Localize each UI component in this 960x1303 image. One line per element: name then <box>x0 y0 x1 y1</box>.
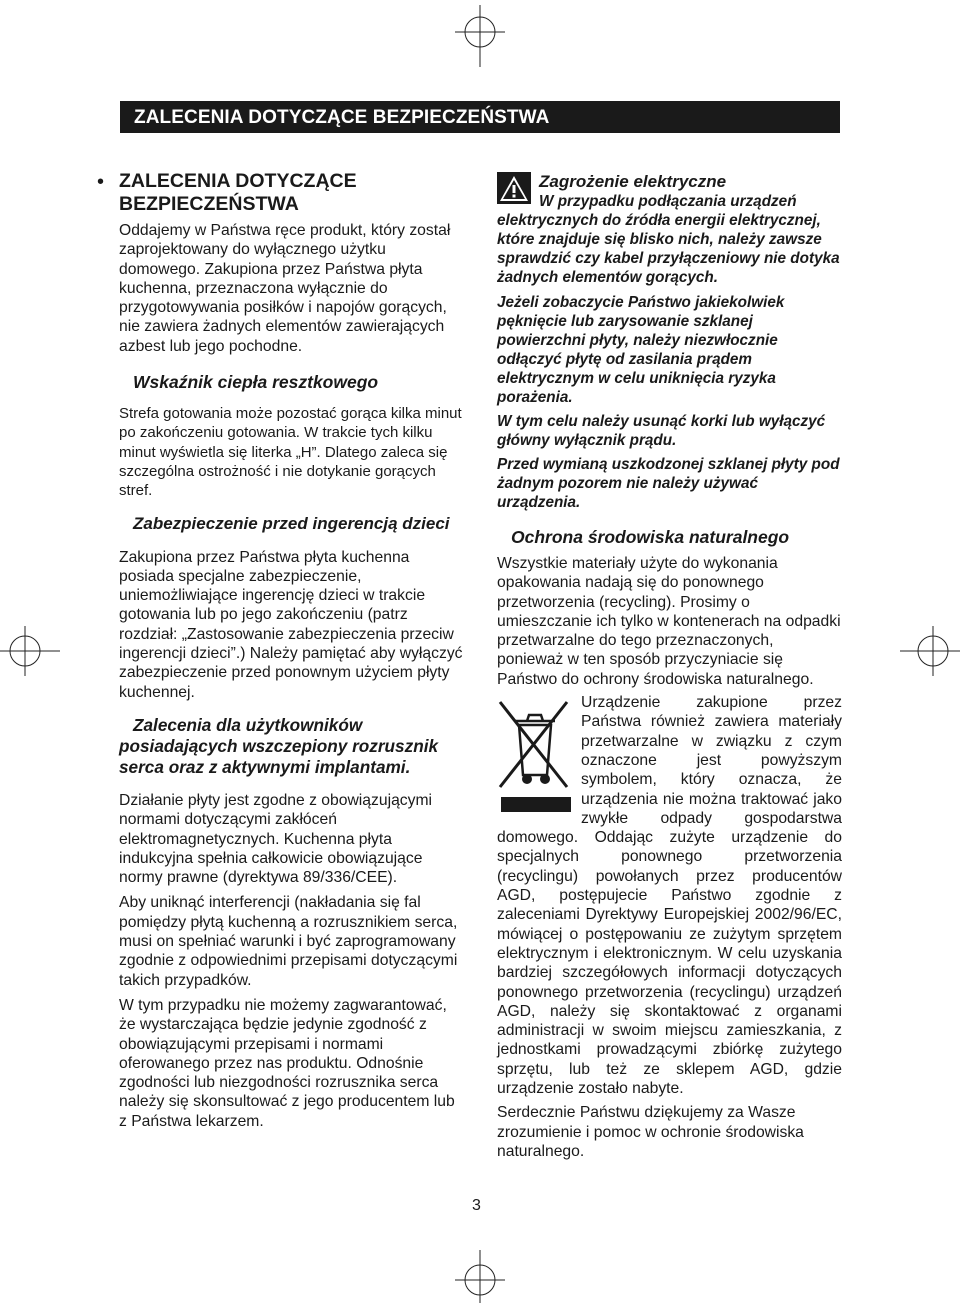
registration-mark-bottom <box>455 1250 505 1303</box>
right-column <box>497 170 842 1161</box>
environment-paragraph-2: Urządzenie zakupione przez Państwa również zawiera materiały przetwarzalne w związku z czym oznaczone jest powyższym symbolem, który oznacza, że urządzenia nie można traktować jako zwykłe odpady gospodarstwa domowego. Oddając zużyte urządzenie do specjalnych ponownego przetworzenia (recyclingu) powołanych przez producentów AGD, postępujecie Państwo zgodnie z zaleceniami Dyrektywy Europejskiej 2002/96/EC, mówiącej o postępowaniu ze zużytym sprzętem elektrycznym i elektronicznym. W celu uzyskania bardziej szczegółowych informacji dotyczących ponownego przetworzenia (recyclingu) urządzeń AGD, należy się skontaktować z organami administracji w swoim miejscu zamieszkania, z jednostkami prowadzącymi zbiórkę zużytego sprzętu, lub też ze sklepem AGD, gdzie urządzenie zostało nabyte. <box>497 694 842 1098</box>
registration-mark-right <box>900 626 960 676</box>
section-header-bar <box>120 101 840 133</box>
environment-recycling-block <box>497 693 842 1098</box>
left-column <box>97 170 464 1131</box>
child-lock-paragraph: Zakupiona przez Państwa płyta kuchenna posiada specjalne zabezpieczenie, uniemożliwiające ingerencję dzieci w trakcie gotowania lub po jego zakończeniu (patrz rozdział: „Zastosowanie zabezpieczenia przeciw ingerencji dzieci”.) Należy pamiętać aby wyłączyć zabezpieczenie przed ponownym użyciem płyty kuchennej. <box>119 548 463 701</box>
pacemaker-heading: Zalecenia dla użytkowników posiadających wszczepiony rozrusznik serca oraz z aktywnymi implantami. <box>119 714 439 777</box>
bullet-icon: • <box>97 171 105 193</box>
environment-heading: Ochrona środowiska naturalnego <box>511 527 790 547</box>
intro-paragraph: Oddajemy w Państwa ręce produkt, który został zaprojektowany do wyłącznego użytku domowego. Zakupiona przez Państwa płyta kuchenna, przeznaczona wyłącznie do przygotowywania posiłków i napojów gorących, nie zawiera żadnych elementów zawierających azbest lub jego pochodne. <box>119 222 451 355</box>
electric-hazard-block <box>497 170 842 287</box>
electric-hazard-paragraph-4: Przed wymianą uszkodzonej szklanej płyty pod żadnym pozorem nie należy używać urządzenia. <box>497 456 840 511</box>
registration-mark-top <box>455 5 505 67</box>
warning-triangle-icon <box>497 172 531 204</box>
pacemaker-paragraph-1: Działanie płyty jest zgodne z obowiązującymi normami dotyczącymi zakłóceń elektromagnetycznych. Kuchenna płyta indukcyjna spełnia całkowicie obowiązujące normy prawne (dyrektywa 89/336/CEE). <box>119 791 433 887</box>
heat-indicator-heading: Wskaźnik ciepła resztkowego <box>133 372 379 393</box>
electric-hazard-paragraph-3: W tym celu należy usunąć korki lub wyłączyć główny wyłącznik prądu. <box>497 413 826 449</box>
environment-paragraph-1: Wszystkie materiały użyte do wykonania opakowania nadają się do ponownego przetworzenia (recycling). Prosimy o umieszczanie ich tylko w kontenerach na odpadki przetwarzalne do tego przeznaczonych, ponieważ w ten sposób przyczyniacie się Państwo do ochrony środowiska naturalnego. <box>497 555 841 688</box>
heat-indicator-paragraph: Strefa gotowania może pozostać gorąca kilka minut po zakończeniu gotowania. W trakcie tych kilku minut wyświetla się literka „H”. Dlatego zaleca się szczególna ostrożność i nie dotykanie gorących stref. <box>119 405 462 500</box>
electric-hazard-paragraph-1: W przypadku podłączania urządzeń elektrycznych do źródła energii elektrycznej, które znajduje się blisko nich, należy zawsze sprawdzić czy kabel przyłączeniowy nie dotyka żadnych elementów gorących. <box>497 193 840 286</box>
page-number: 3 <box>472 1197 481 1214</box>
crossed-out-wheelie-bin-icon <box>497 697 573 817</box>
electric-hazard-paragraph-2: Jeżeli zobaczycie Państwo jakiekolwiek pęknięcie lub zarysowanie szklanej powierzchni płyty, należy niezwłocznie odłączyć płytę od zasilania prądem elektrycznym w celu uniknięcia ryzyka porażenia. <box>497 294 785 406</box>
registration-mark-left <box>0 626 60 676</box>
environment-paragraph-3: Serdecznie Państwu dziękujemy za Wasze zrozumienie i pomoc w ochronie środowiska naturalnego. <box>497 1104 804 1160</box>
section-header-title: ZALECENIA DOTYCZĄCE BEZPIECZEŃSTWA <box>134 107 550 128</box>
pacemaker-paragraph-3: W tym przypadku nie możemy zagwarantować, że wystarczająca będzie jedynie zgodność z obowiązującymi przepisami i normami oferowanego przez nas produktu. Odnośnie zgodności lub niezgodności rozrusznika serca należy się skonsultować z jego producentem lub z Państwa lekarzem. <box>119 996 455 1130</box>
main-heading: ZALECENIA DOTYCZĄCE BEZPIECZEŃSTWA <box>119 170 357 215</box>
electric-hazard-heading: Zagrożenie elektryczne <box>539 172 727 191</box>
pacemaker-paragraph-2: Aby uniknąć interferencji (nakładania się fal pomiędzy płytą kuchenną a rozrusznikiem serca, musi on spełniać warunki i być zaprogramowany zgodnie z odpowiednimi przepisami dotyczącymi takich przypadków. <box>119 894 458 989</box>
child-lock-heading: Zabezpieczenie przed ingerencją dzieci <box>133 513 450 533</box>
